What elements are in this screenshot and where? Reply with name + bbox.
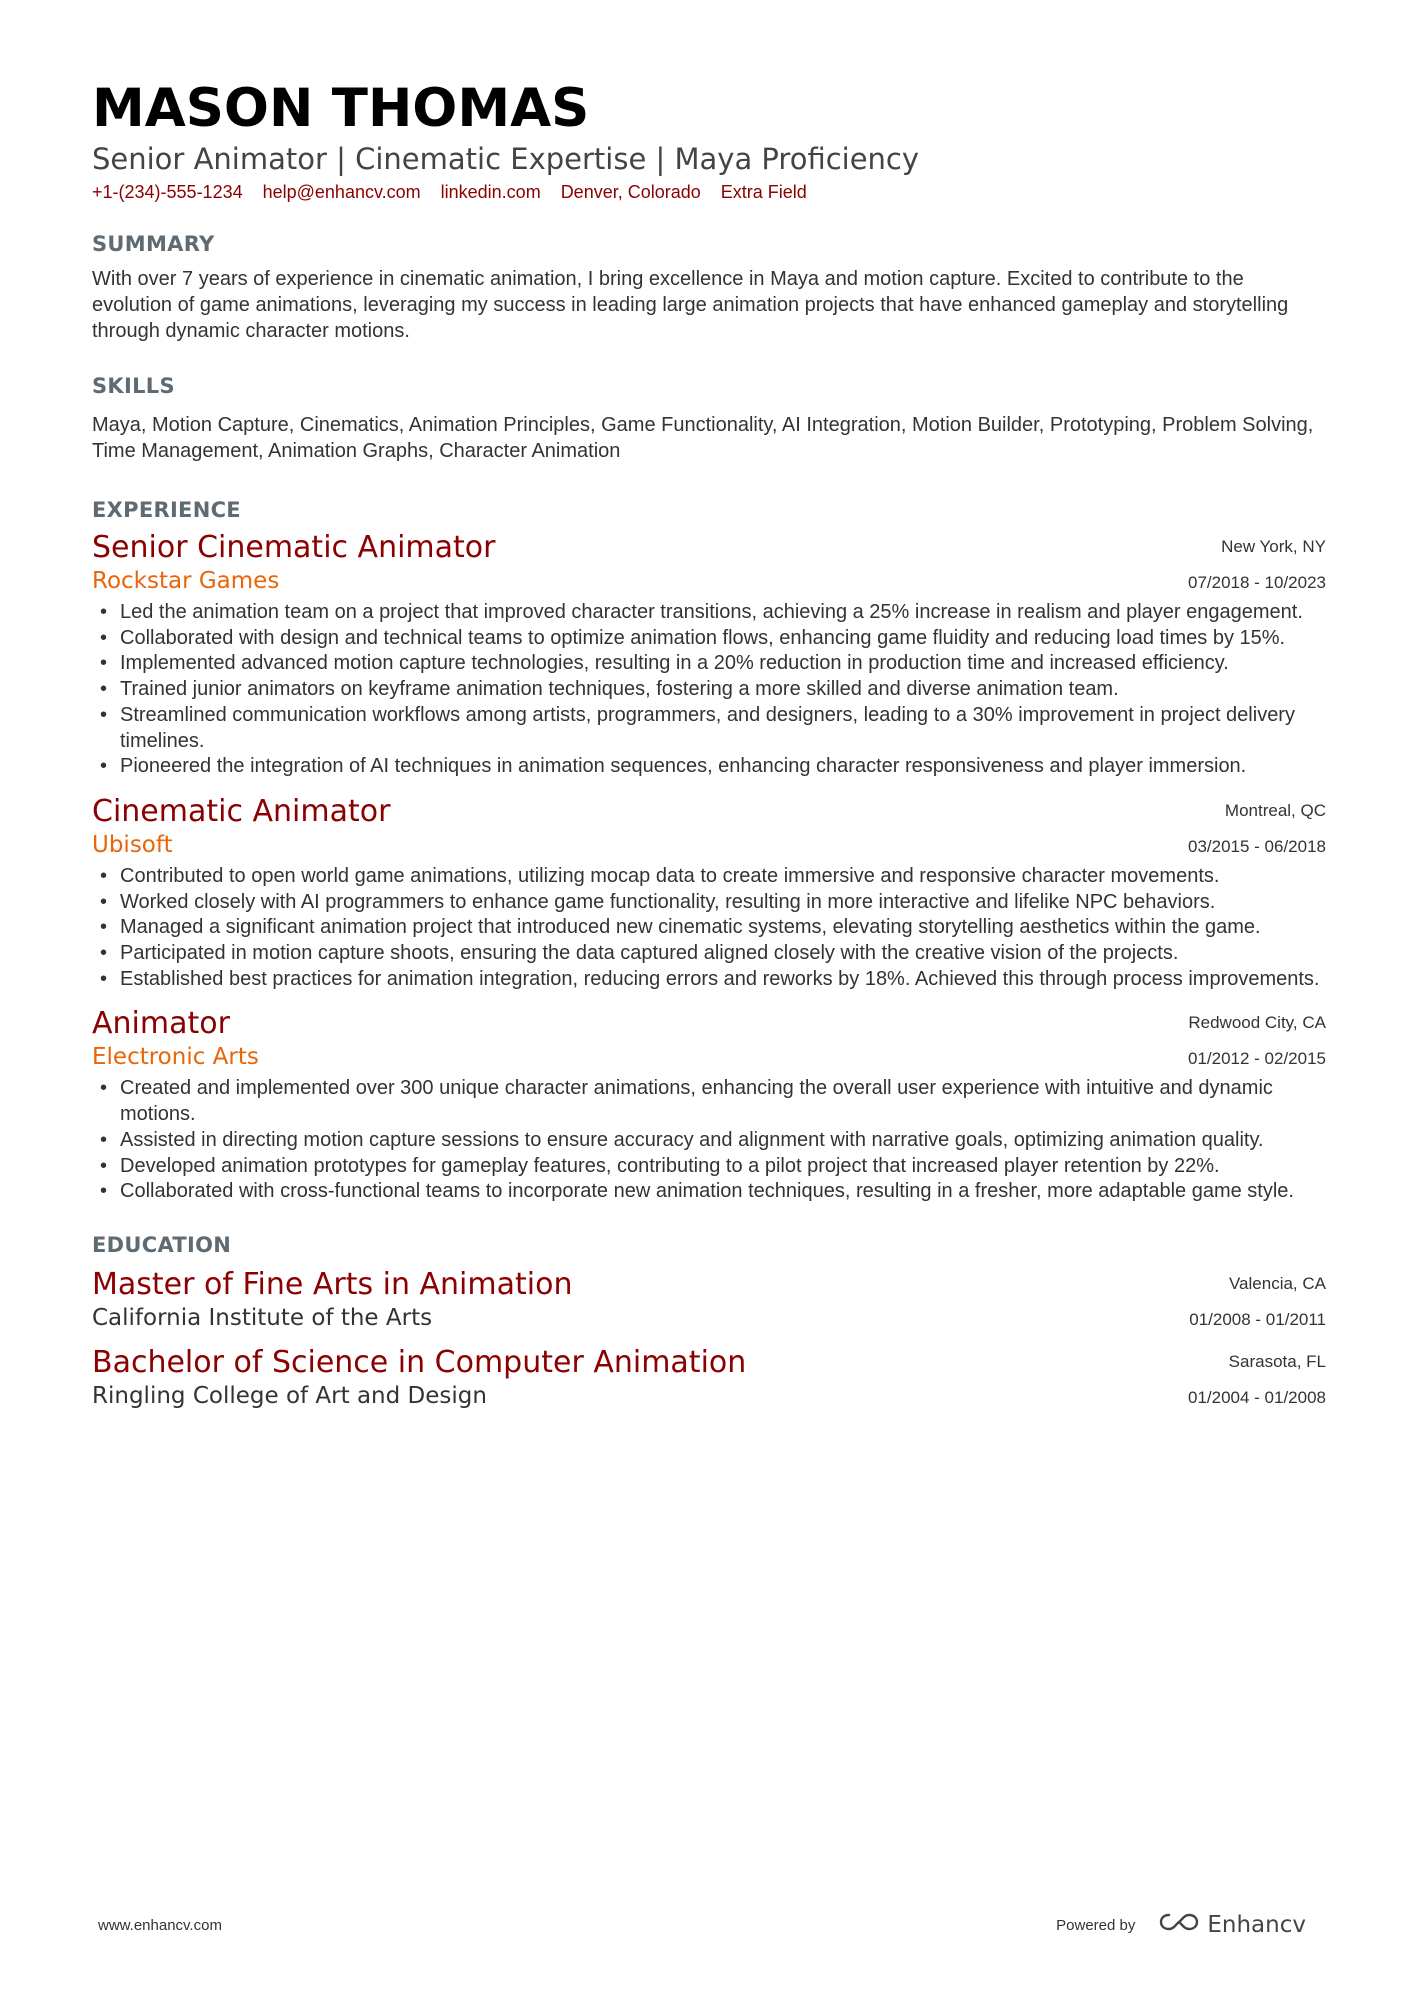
job-company: Rockstar Games (92, 568, 280, 594)
education-entry (92, 1345, 1326, 1411)
experience-section-title: EXPERIENCE (92, 498, 241, 522)
education-location: Sarasota, FL (1228, 1351, 1326, 1371)
list-item: • Pioneered the integration of AI techniques in animation sequences, enhancing character responsiveness and player immersion. (92, 754, 1326, 780)
contact-extra: Extra Field (720, 182, 807, 202)
job-company: Ubisoft (92, 831, 173, 858)
list-item: • Trained junior animators on keyframe animation techniques, fostering a more skilled and diverse animation team. (92, 677, 1326, 703)
list-item: • Collaborated with design and technical teams to optimize animation flows, enhancing game fluidity and reducing load times by 15%. (92, 626, 1326, 652)
list-item: • Worked closely with AI programmers to enhance game functionality, resulting in more interactive and lifelike NPC behaviors. (92, 890, 1326, 916)
skills-section-title: SKILLS (92, 374, 175, 398)
education-school: California Institute of the Arts (92, 1304, 433, 1331)
list-item: • Managed a significant animation project that introduced new cinematic systems, elevating storytelling aesthetics within the game. (92, 915, 1326, 941)
contact-phone[interactable]: +1-(234)-555-1234 (92, 182, 243, 202)
job-location: New York, NY (1221, 537, 1326, 556)
powered-by-label: Powered by (1056, 1916, 1136, 1934)
headline: Senior Animator | Cinematic Expertise | Maya Proficiency (92, 142, 920, 176)
education-location: Valencia, CA (1228, 1273, 1326, 1293)
contact-email[interactable]: help@enhancv.com (262, 182, 421, 202)
job-location: Montreal, QC (1224, 800, 1326, 820)
list-item: • Established best practices for animation integration, reducing errors and reworks by 18%. Achieved this through process improvements. (92, 967, 1326, 993)
education-degree: Master of Fine Arts in Animation (92, 1266, 573, 1302)
job-bullets (92, 1076, 1326, 1205)
job-entry (92, 1006, 1326, 1205)
job-dates: 01/2012 - 02/2015 (1187, 1049, 1326, 1069)
contact-linkedin[interactable]: linkedin.com (440, 182, 541, 202)
education-dates: 01/2004 - 01/2008 (1187, 1387, 1326, 1407)
list-item: • Streamlined communication workflows among artists, programmers, and designers, leading to a 30% improvement in project delivery timelines. (92, 703, 1326, 754)
job-entry (92, 794, 1326, 993)
enhancv-brand[interactable] (1159, 1911, 1306, 1939)
job-dates: 03/2015 - 06/2018 (1187, 836, 1326, 856)
list-item: • Assisted in directing motion capture sessions to ensure accuracy and alignment with narrative goals, optimizing animation quality. (92, 1128, 1326, 1154)
list-item: • Collaborated with cross-functional teams to incorporate new animation techniques, resulting in a fresher, more adaptable game style. (92, 1179, 1326, 1205)
list-item: • Contributed to open world game animations, utilizing mocap data to create immersive and responsive character movements. (92, 864, 1326, 890)
list-item: • Participated in motion capture shoots, ensuring the data captured aligned closely with the creative vision of the projects. (92, 941, 1326, 967)
job-title: Senior Cinematic Animator (92, 530, 496, 565)
job-title: Animator (92, 1006, 230, 1042)
education-school: Ringling College of Art and Design (92, 1382, 487, 1409)
job-dates: 07/2018 - 10/2023 (1187, 573, 1326, 592)
job-entry (92, 530, 1326, 780)
summary-section-title: SUMMARY (92, 232, 215, 256)
contact-location: Denver, Colorado (560, 182, 701, 202)
education-dates: 01/2008 - 01/2011 (1189, 1309, 1326, 1329)
footer (98, 1905, 1306, 1945)
skills-text: Maya, Motion Capture, Cinematics, Animation Principles, Game Functionality, AI Integration, Motion Builder, Prototyping, Problem Solving, Time Management, Animation Graphs, Character Animation (92, 414, 1314, 462)
education-section-title: EDUCATION (92, 1232, 232, 1257)
education-entry (92, 1267, 1326, 1333)
footer-website-link[interactable]: www.enhancv.com (98, 1916, 222, 1934)
job-company: Electronic Arts (92, 1044, 259, 1071)
list-item: • Led the animation team on a project that improved character transitions, achieving a 25% increase in realism and player engagement. (92, 600, 1326, 626)
list-item: • Created and implemented over 300 unique character animations, enhancing the overall user experience with intuitive and dynamic motions. (92, 1076, 1326, 1127)
list-item: • Developed animation prototypes for gameplay features, contributing to a pilot project that increased player retention by 22%. (92, 1154, 1326, 1180)
resume-page (92, 78, 1326, 1411)
footer-branding (1056, 1911, 1306, 1939)
candidate-name: MASON THOMAS (92, 78, 590, 139)
list-item: • Implemented advanced motion capture technologies, resulting in a 20% reduction in production time and increased efficiency. (92, 651, 1326, 677)
contact-list (92, 180, 1326, 204)
enhancv-logo-icon (1159, 1911, 1199, 1939)
job-bullets (92, 600, 1326, 780)
summary-text: With over 7 years of experience in cinematic animation, I bring excellence in Maya and motion capture. Excited to contribute to the evolution of game animations, leveraging my success in leading large animation projects that have enhanced gameplay and storytelling through dynamic character motions. (92, 268, 1289, 342)
job-title: Cinematic Animator (92, 793, 391, 829)
job-location: Redwood City, CA (1188, 1013, 1326, 1033)
education-degree: Bachelor of Science in Computer Animation (92, 1344, 747, 1380)
job-bullets (92, 864, 1326, 993)
enhancv-brand-name: Enhancv (1207, 1912, 1306, 1938)
